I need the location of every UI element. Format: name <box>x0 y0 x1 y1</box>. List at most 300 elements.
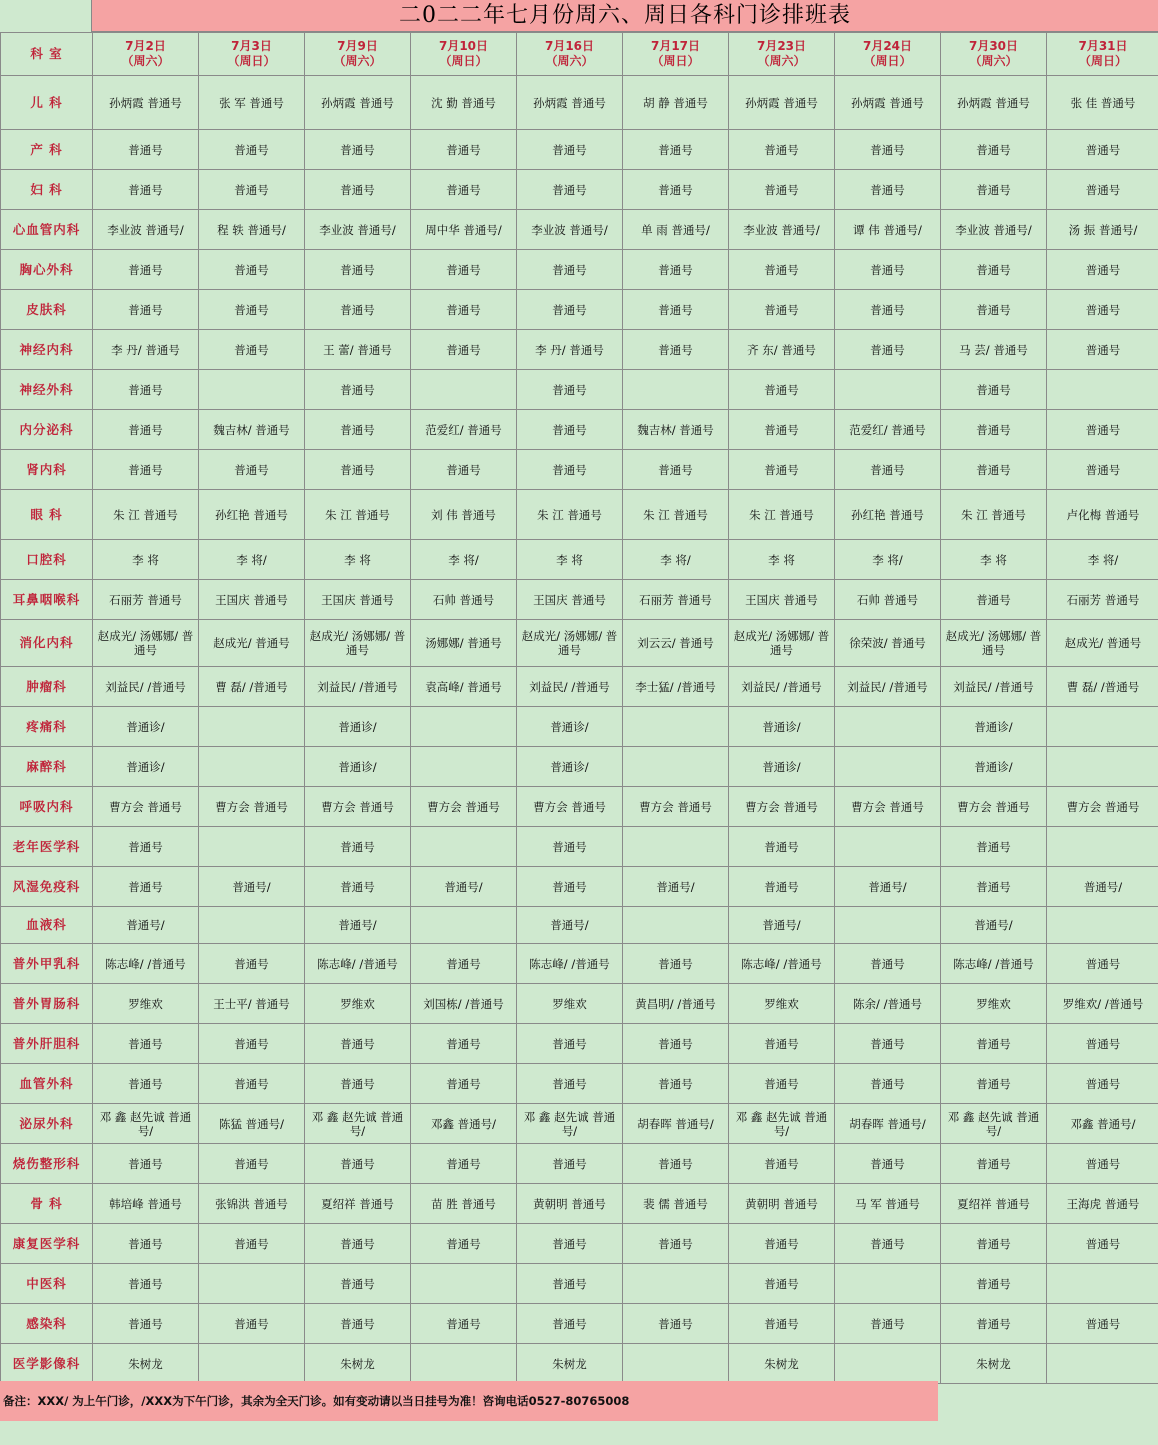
schedule-cell: 普通诊/ <box>93 707 199 747</box>
schedule-cell <box>1047 707 1158 747</box>
schedule-cell: 邓 鑫 赵先诚 普通号/ <box>305 1104 411 1144</box>
dept-name: 血液科 <box>1 907 93 944</box>
date-header <box>93 33 199 76</box>
schedule-cell: 普通号 <box>411 944 517 984</box>
schedule-cell: 普通号 <box>835 1144 941 1184</box>
schedule-cell: 刘云云/ 普通号 <box>623 620 729 667</box>
date-label: 7月23日 <box>756 39 807 53</box>
schedule-cell: 李 将/ <box>199 540 305 580</box>
schedule-cell <box>199 907 305 944</box>
schedule-cell <box>411 907 517 944</box>
schedule-cell: 王 蕾/ 普通号 <box>305 330 411 370</box>
schedule-cell: 普通号 <box>411 330 517 370</box>
date-label: 7月2日 <box>125 39 166 53</box>
dept-name: 口腔科 <box>1 540 93 580</box>
schedule-cell: 赵成光/ 汤娜娜/ 普通号 <box>93 620 199 667</box>
schedule-cell: 赵成光/ 普通号 <box>199 620 305 667</box>
schedule-cell: 朱 江 普通号 <box>93 490 199 540</box>
schedule-cell: 普通号 <box>305 1264 411 1304</box>
weekday-label: （周日） <box>227 54 276 68</box>
schedule-cell: 普通号 <box>411 1304 517 1344</box>
schedule-cell: 普通号 <box>729 410 835 450</box>
schedule-cell: 罗维欢 <box>517 984 623 1024</box>
schedule-cell: 赵成光/ 汤娜娜/ 普通号 <box>517 620 623 667</box>
schedule-cell: 孙炳霞 普通号 <box>305 76 411 130</box>
schedule-cell: 曹方会 普通号 <box>835 787 941 827</box>
schedule-cell <box>1047 1264 1158 1304</box>
header-row <box>1 33 1158 76</box>
schedule-cell: 赵成光/ 普通号 <box>1047 620 1158 667</box>
schedule-cell: 普通号 <box>941 410 1047 450</box>
dept-name: 骨 科 <box>1 1184 93 1224</box>
schedule-cell <box>835 1264 941 1304</box>
schedule-cell: 李 将 <box>941 540 1047 580</box>
schedule-cell: 普通号 <box>623 1304 729 1344</box>
schedule-cell: 普通号 <box>729 370 835 410</box>
schedule-cell: 普通号 <box>729 170 835 210</box>
schedule-cell <box>1047 907 1158 944</box>
schedule-cell: 普通诊/ <box>517 747 623 787</box>
title-gutter <box>0 0 92 32</box>
weekday-label: （周六） <box>969 54 1018 68</box>
table-row <box>1 540 1158 580</box>
schedule-cell: 孙红艳 普通号 <box>199 490 305 540</box>
schedule-cell: 普通号 <box>623 450 729 490</box>
dept-name: 普外胃肠科 <box>1 984 93 1024</box>
schedule-cell: 黄朝明 普通号 <box>517 1184 623 1224</box>
schedule-cell: 普通号 <box>941 580 1047 620</box>
schedule-cell: 李 丹/ 普通号 <box>93 330 199 370</box>
schedule-cell: 普通号/ <box>729 907 835 944</box>
schedule-cell: 徐荣波/ 普通号 <box>835 620 941 667</box>
schedule-cell <box>835 707 941 747</box>
schedule-cell: 李业波 普通号/ <box>93 210 199 250</box>
table-row <box>1 1304 1158 1344</box>
schedule-cell: 刘 伟 普通号 <box>411 490 517 540</box>
schedule-cell: 普通号 <box>941 290 1047 330</box>
schedule-cell <box>623 827 729 867</box>
schedule-cell: 普通号 <box>623 290 729 330</box>
schedule-cell: 普通号 <box>517 1304 623 1344</box>
table-row <box>1 250 1158 290</box>
dept-name: 普外甲乳科 <box>1 944 93 984</box>
schedule-cell: 胡 静 普通号 <box>623 76 729 130</box>
page-title: 二0二二年七月份周六、周日各科门诊排班表 <box>399 3 851 28</box>
dept-header: 科 室 <box>1 33 93 76</box>
schedule-cell: 普通号 <box>835 130 941 170</box>
table-row <box>1 827 1158 867</box>
schedule-cell: 普通号 <box>835 250 941 290</box>
schedule-cell: 张 佳 普通号 <box>1047 76 1158 130</box>
schedule-table <box>0 32 1158 1384</box>
schedule-cell: 普通号 <box>411 290 517 330</box>
schedule-cell: 孙炳霞 普通号 <box>941 76 1047 130</box>
schedule-cell: 普通号 <box>1047 1224 1158 1264</box>
table-row <box>1 410 1158 450</box>
schedule-cell: 普通号 <box>93 827 199 867</box>
date-label: 7月30日 <box>968 39 1019 53</box>
schedule-cell <box>623 1264 729 1304</box>
date-header <box>1047 33 1158 76</box>
schedule-cell: 普通号 <box>623 1224 729 1264</box>
schedule-cell: 普通号 <box>517 290 623 330</box>
schedule-cell: 普通号 <box>835 1064 941 1104</box>
schedule-cell: 张锦洪 普通号 <box>199 1184 305 1224</box>
schedule-cell: 普通号 <box>835 944 941 984</box>
schedule-cell: 普通号 <box>729 130 835 170</box>
schedule-cell: 普通号 <box>411 1224 517 1264</box>
dept-name: 康复医学科 <box>1 1224 93 1264</box>
dept-name: 皮肤科 <box>1 290 93 330</box>
schedule-cell: 普通号 <box>729 1224 835 1264</box>
schedule-cell: 李 将/ <box>1047 540 1158 580</box>
schedule-cell: 朱树龙 <box>517 1344 623 1384</box>
schedule-cell: 刘益民/ /普通号 <box>729 667 835 707</box>
table-row <box>1 1064 1158 1104</box>
schedule-cell: 朱树龙 <box>729 1344 835 1384</box>
dept-name: 烧伤整形科 <box>1 1144 93 1184</box>
schedule-cell: 单 雨 普通号/ <box>623 210 729 250</box>
schedule-cell: 普通号 <box>1047 250 1158 290</box>
schedule-cell: 普通号 <box>623 1064 729 1104</box>
schedule-cell: 普通号 <box>93 1024 199 1064</box>
schedule-cell: 普通号 <box>1047 1064 1158 1104</box>
schedule-cell <box>411 370 517 410</box>
schedule-cell: 普通号 <box>623 170 729 210</box>
schedule-cell <box>199 827 305 867</box>
schedule-cell: 普通号 <box>1047 1144 1158 1184</box>
schedule-cell: 孙炳霞 普通号 <box>93 76 199 130</box>
schedule-cell: 普通号 <box>1047 450 1158 490</box>
dept-name: 风湿免疫科 <box>1 867 93 907</box>
table-row <box>1 130 1158 170</box>
schedule-cell <box>1047 747 1158 787</box>
dept-name: 消化内科 <box>1 620 93 667</box>
schedule-cell: 普通号 <box>93 450 199 490</box>
schedule-cell: 普通号 <box>1047 1024 1158 1064</box>
schedule-cell: 胡春晖 普通号/ <box>623 1104 729 1144</box>
schedule-cell: 曹方会 普通号 <box>517 787 623 827</box>
schedule-cell: 普通号 <box>517 450 623 490</box>
dept-name: 神经外科 <box>1 370 93 410</box>
schedule-cell <box>835 370 941 410</box>
schedule-cell: 孙炳霞 普通号 <box>517 76 623 130</box>
schedule-cell: 普通号 <box>199 1304 305 1344</box>
schedule-cell: 普通号 <box>1047 330 1158 370</box>
dept-name: 神经内科 <box>1 330 93 370</box>
date-header <box>623 33 729 76</box>
schedule-cell: 普通号/ <box>941 907 1047 944</box>
schedule-cell: 曹方会 普通号 <box>93 787 199 827</box>
schedule-cell: 魏吉林/ 普通号 <box>623 410 729 450</box>
schedule-cell: 普通号 <box>305 410 411 450</box>
schedule-cell: 王国庆 普通号 <box>729 580 835 620</box>
schedule-cell: 黄朝明 普通号 <box>729 1184 835 1224</box>
table-row <box>1 984 1158 1024</box>
schedule-cell: 普通号 <box>517 1224 623 1264</box>
date-header <box>411 33 517 76</box>
weekday-label: （周六） <box>545 54 594 68</box>
dept-name: 肾内科 <box>1 450 93 490</box>
schedule-cell: 普通号 <box>199 290 305 330</box>
title-bar <box>0 0 1158 32</box>
table-row <box>1 1184 1158 1224</box>
schedule-cell <box>835 827 941 867</box>
schedule-cell: 普通号/ <box>835 867 941 907</box>
schedule-cell: 普通号/ <box>305 907 411 944</box>
schedule-cell: 普通诊/ <box>729 747 835 787</box>
schedule-cell: 普通号 <box>729 1064 835 1104</box>
dept-name: 呼吸内科 <box>1 787 93 827</box>
schedule-cell: 普通号 <box>1047 1304 1158 1344</box>
schedule-cell: 魏吉林/ 普通号 <box>199 410 305 450</box>
schedule-cell: 刘益民/ /普通号 <box>93 667 199 707</box>
schedule-cell <box>411 1264 517 1304</box>
schedule-cell: 普通号 <box>199 250 305 290</box>
schedule-cell: 普通号 <box>729 1304 835 1344</box>
schedule-cell: 普通号 <box>941 1264 1047 1304</box>
schedule-cell: 普通号 <box>305 450 411 490</box>
schedule-cell: 普通号 <box>729 1144 835 1184</box>
schedule-cell <box>1047 1344 1158 1384</box>
schedule-cell: 普通诊/ <box>729 707 835 747</box>
schedule-cell: 普通号 <box>1047 410 1158 450</box>
schedule-cell: 普通号 <box>305 1304 411 1344</box>
dept-name: 妇 科 <box>1 170 93 210</box>
schedule-cell <box>199 1264 305 1304</box>
schedule-cell: 曹方会 普通号 <box>305 787 411 827</box>
schedule-cell: 普通诊/ <box>941 707 1047 747</box>
schedule-cell: 汤娜娜/ 普通号 <box>411 620 517 667</box>
schedule-cell: 石丽芳 普通号 <box>93 580 199 620</box>
date-label: 7月9日 <box>337 39 378 53</box>
schedule-cell: 李 将 <box>93 540 199 580</box>
note-text: 备注：XXX/ 为上午门诊，/XXX为下午门诊，其余为全天门诊。如有变动请以当日挂号为准！咨询电话0527-80765008 <box>3 1394 630 1408</box>
schedule-cell: 普通号/ <box>623 867 729 907</box>
schedule-cell: 邓 鑫 赵先诚 普通号/ <box>729 1104 835 1144</box>
schedule-cell: 朱 江 普通号 <box>623 490 729 540</box>
schedule-cell <box>411 1344 517 1384</box>
schedule-cell: 罗维欢/ /普通号 <box>1047 984 1158 1024</box>
schedule-cell: 普通号 <box>941 867 1047 907</box>
schedule-cell: 范爱红/ 普通号 <box>835 410 941 450</box>
schedule-cell <box>411 827 517 867</box>
schedule-cell: 普通号 <box>517 130 623 170</box>
schedule-cell: 普通号 <box>941 1144 1047 1184</box>
schedule-cell <box>835 747 941 787</box>
schedule-cell: 普通诊/ <box>305 747 411 787</box>
schedule-cell: 普通号 <box>517 1064 623 1104</box>
table-row <box>1 787 1158 827</box>
schedule-cell: 赵成光/ 汤娜娜/ 普通号 <box>941 620 1047 667</box>
schedule-cell <box>835 907 941 944</box>
schedule-cell: 邓 鑫 赵先诚 普通号/ <box>517 1104 623 1144</box>
schedule-cell: 普通号 <box>623 1024 729 1064</box>
schedule-cell: 普通号 <box>93 170 199 210</box>
schedule-cell: 曹方会 普通号 <box>623 787 729 827</box>
schedule-cell: 夏绍祥 普通号 <box>305 1184 411 1224</box>
schedule-cell: 王士平/ 普通号 <box>199 984 305 1024</box>
schedule-cell: 普通号 <box>305 867 411 907</box>
date-label: 7月10日 <box>438 39 489 53</box>
schedule-cell: 石帅 普通号 <box>411 580 517 620</box>
schedule-cell: 朱树龙 <box>93 1344 199 1384</box>
schedule-cell: 普通诊/ <box>941 747 1047 787</box>
schedule-cell: 陈志峰/ /普通号 <box>729 944 835 984</box>
schedule-cell: 孙红艳 普通号 <box>835 490 941 540</box>
schedule-cell: 普通号 <box>729 1024 835 1064</box>
schedule-cell: 程 轶 普通号/ <box>199 210 305 250</box>
schedule-cell: 普通号 <box>305 290 411 330</box>
table-row <box>1 370 1158 410</box>
weekday-label: （周六） <box>333 54 382 68</box>
schedule-cell: 曹 磊/ /普通号 <box>199 667 305 707</box>
schedule-cell: 普通号 <box>517 867 623 907</box>
date-header <box>835 33 941 76</box>
schedule-cell: 李业波 普通号/ <box>729 210 835 250</box>
table-row <box>1 747 1158 787</box>
schedule-cell: 范爱红/ 普通号 <box>411 410 517 450</box>
schedule-cell: 夏绍祥 普通号 <box>941 1184 1047 1224</box>
dept-name: 麻醉科 <box>1 747 93 787</box>
schedule-cell: 普通号 <box>1047 130 1158 170</box>
date-header <box>517 33 623 76</box>
schedule-cell: 普通号/ <box>93 907 199 944</box>
schedule-cell: 普通号 <box>729 827 835 867</box>
schedule-cell: 普通号 <box>411 1064 517 1104</box>
schedule-cell: 普通号 <box>729 250 835 290</box>
date-header <box>941 33 1047 76</box>
schedule-cell: 普通号 <box>623 130 729 170</box>
schedule-cell: 普通号 <box>199 330 305 370</box>
schedule-cell: 普通号/ <box>1047 867 1158 907</box>
schedule-cell: 普通号/ <box>411 867 517 907</box>
schedule-cell: 普通号 <box>199 1144 305 1184</box>
dept-name: 医学影像科 <box>1 1344 93 1384</box>
schedule-cell: 陈志峰/ /普通号 <box>305 944 411 984</box>
schedule-cell: 赵成光/ 汤娜娜/ 普通号 <box>305 620 411 667</box>
schedule-cell: 苗 胜 普通号 <box>411 1184 517 1224</box>
schedule-cell: 陈志峰/ /普通号 <box>93 944 199 984</box>
schedule-cell: 邓 鑫 赵先诚 普通号/ <box>941 1104 1047 1144</box>
schedule-cell: 沈 勤 普通号 <box>411 76 517 130</box>
date-header <box>729 33 835 76</box>
dept-name: 血管外科 <box>1 1064 93 1104</box>
table-row <box>1 867 1158 907</box>
schedule-cell: 胡春晖 普通号/ <box>835 1104 941 1144</box>
schedule-cell: 黄昌明/ /普通号 <box>623 984 729 1024</box>
table-row <box>1 620 1158 667</box>
table-row <box>1 707 1158 747</box>
schedule-cell: 普通号 <box>941 1304 1047 1344</box>
schedule-cell: 李业波 普通号/ <box>305 210 411 250</box>
schedule-cell: 韩培峰 普通号 <box>93 1184 199 1224</box>
schedule-cell: 齐 东/ 普通号 <box>729 330 835 370</box>
schedule-cell: 曹方会 普通号 <box>941 787 1047 827</box>
schedule-cell: 普通号 <box>93 867 199 907</box>
schedule-cell: 李 将/ <box>835 540 941 580</box>
date-header <box>199 33 305 76</box>
table-row <box>1 1344 1158 1384</box>
schedule-cell: 普通号 <box>93 1304 199 1344</box>
schedule-cell: 普通号 <box>623 1144 729 1184</box>
schedule-cell: 普通号 <box>411 1144 517 1184</box>
schedule-cell: 罗维欢 <box>93 984 199 1024</box>
schedule-cell: 普通号 <box>199 944 305 984</box>
dept-name: 胸心外科 <box>1 250 93 290</box>
schedule-cell: 曹方会 普通号 <box>1047 787 1158 827</box>
schedule-cell <box>623 370 729 410</box>
schedule-cell: 普通号 <box>623 944 729 984</box>
schedule-cell: 普通号 <box>835 1224 941 1264</box>
dept-name: 肿瘤科 <box>1 667 93 707</box>
schedule-cell: 普通诊/ <box>517 707 623 747</box>
schedule-cell: 普通号 <box>199 1024 305 1064</box>
schedule-cell: 普通号 <box>941 1024 1047 1064</box>
schedule-cell: 普通号 <box>305 130 411 170</box>
schedule-cell: 罗维欢 <box>941 984 1047 1024</box>
schedule-cell: 普通号 <box>835 170 941 210</box>
table-row <box>1 1224 1158 1264</box>
schedule-cell: 普通号 <box>199 170 305 210</box>
schedule-cell: 普通号 <box>199 450 305 490</box>
schedule-cell: 普通号 <box>305 1144 411 1184</box>
schedule-cell: 朱 江 普通号 <box>517 490 623 540</box>
schedule-cell <box>623 747 729 787</box>
date-label: 7月16日 <box>544 39 595 53</box>
dept-name: 疼痛科 <box>1 707 93 747</box>
schedule-cell: 邓鑫 普通号/ <box>1047 1104 1158 1144</box>
schedule-cell <box>835 1344 941 1384</box>
schedule-cell: 刘国栋/ /普通号 <box>411 984 517 1024</box>
schedule-cell: 普通号 <box>941 370 1047 410</box>
schedule-cell <box>623 1344 729 1384</box>
schedule-cell: 石丽芳 普通号 <box>1047 580 1158 620</box>
schedule-cell: 曹 磊/ /普通号 <box>1047 667 1158 707</box>
schedule-cell: 普通号 <box>1047 170 1158 210</box>
weekday-label: （周日） <box>651 54 700 68</box>
schedule-cell: 李 丹/ 普通号 <box>517 330 623 370</box>
schedule-cell: 普通号 <box>517 827 623 867</box>
schedule-cell: 陈志峰/ /普通号 <box>941 944 1047 984</box>
table-row <box>1 667 1158 707</box>
schedule-cell: 李士猛/ /普通号 <box>623 667 729 707</box>
schedule-cell: 普通号 <box>305 170 411 210</box>
schedule-cell: 普通号 <box>411 250 517 290</box>
schedule-cell: 普通诊/ <box>93 747 199 787</box>
schedule-cell: 李 将 <box>305 540 411 580</box>
table-row <box>1 944 1158 984</box>
dept-name: 儿 科 <box>1 76 93 130</box>
date-label: 7月17日 <box>650 39 701 53</box>
schedule-cell: 朱 江 普通号 <box>941 490 1047 540</box>
schedule-cell: 孙炳霞 普通号 <box>835 76 941 130</box>
schedule-cell <box>199 1344 305 1384</box>
schedule-cell: 普通号 <box>1047 944 1158 984</box>
schedule-cell: 普通号 <box>93 290 199 330</box>
schedule-cell: 石丽芳 普通号 <box>623 580 729 620</box>
schedule-cell: 李业波 普通号/ <box>517 210 623 250</box>
schedule-cell: 李 将 <box>729 540 835 580</box>
schedule-cell: 普通号 <box>199 1064 305 1104</box>
schedule-cell: 卢化梅 普通号 <box>1047 490 1158 540</box>
schedule-cell: 普通号 <box>93 1064 199 1104</box>
table-row <box>1 1024 1158 1064</box>
schedule-cell: 陈志峰/ /普通号 <box>517 944 623 984</box>
schedule-cell: 李 将/ <box>411 540 517 580</box>
schedule-cell: 普通号 <box>305 827 411 867</box>
schedule-cell: 赵成光/ 汤娜娜/ 普通号 <box>729 620 835 667</box>
